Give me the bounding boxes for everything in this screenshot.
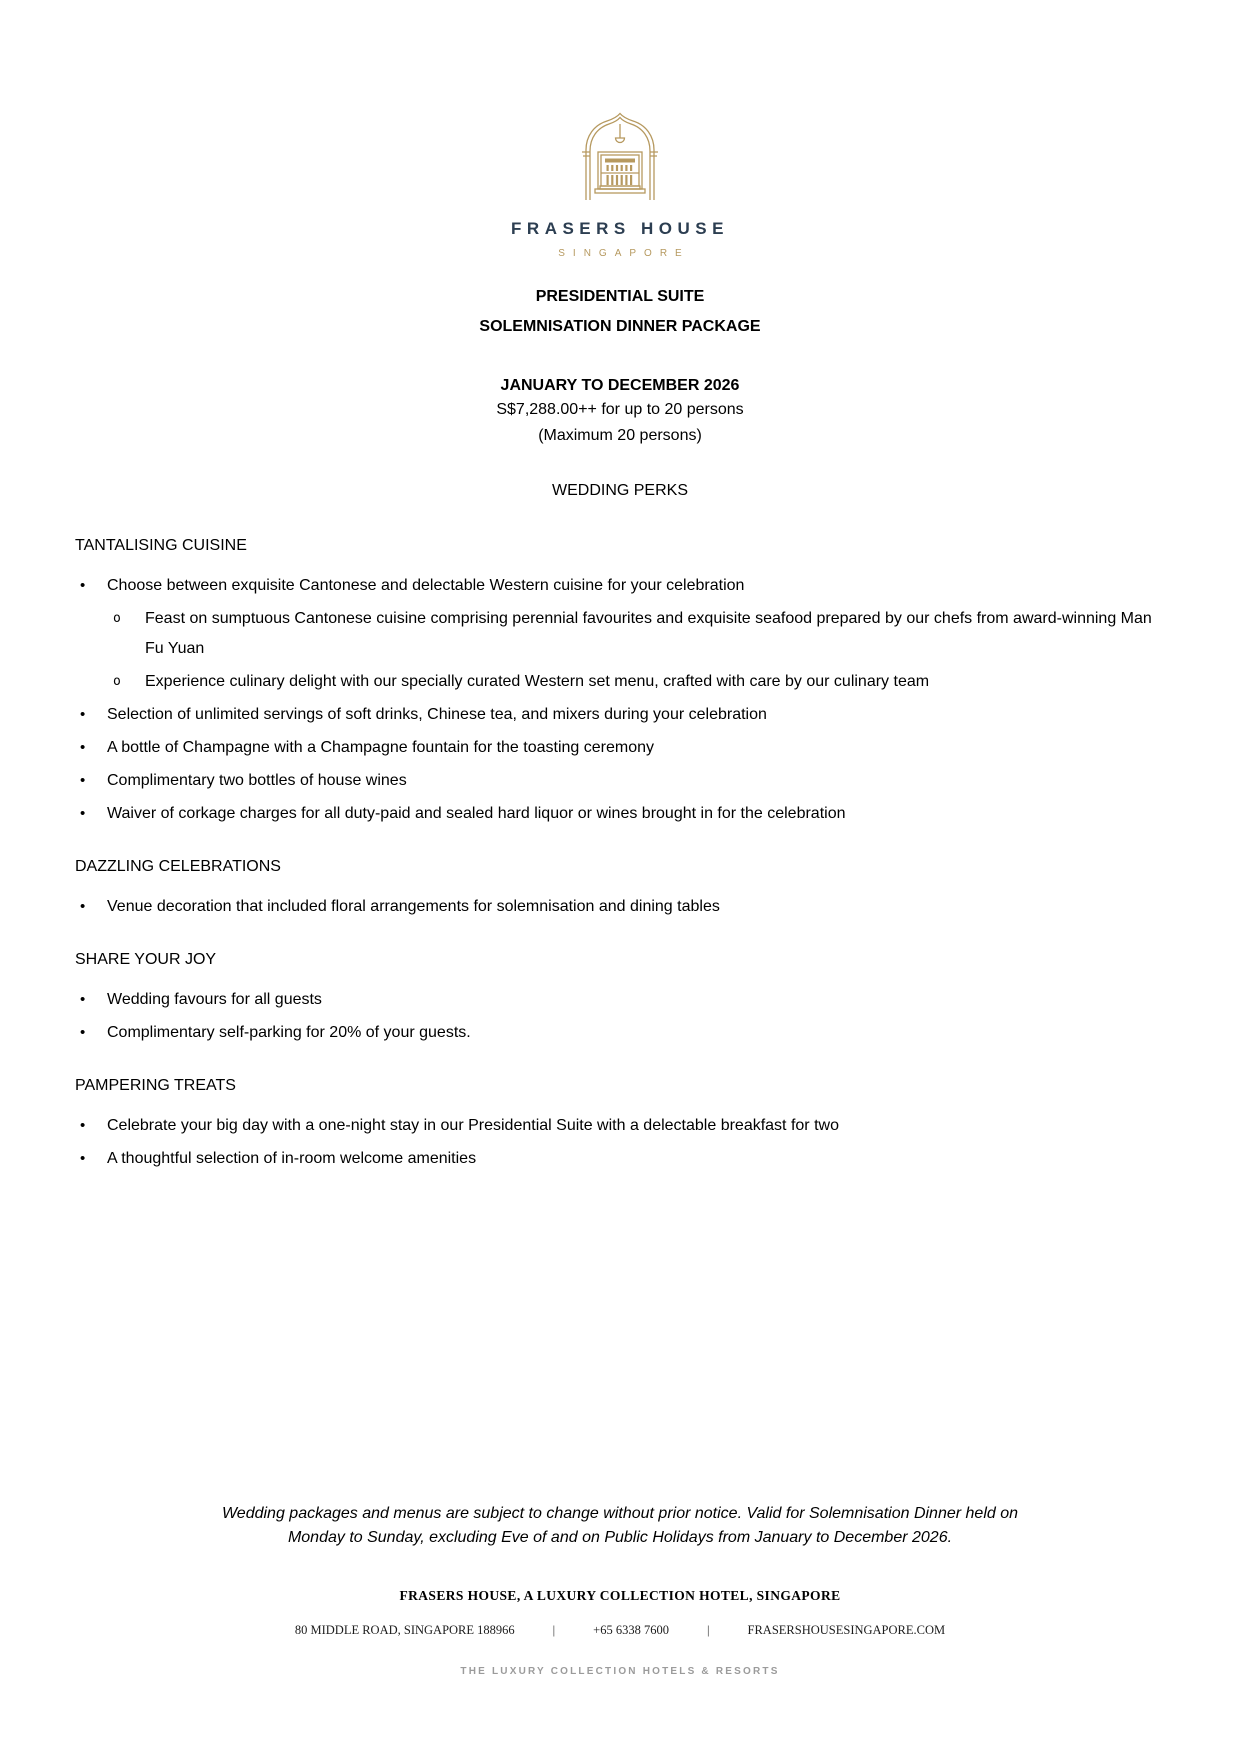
brand-tagline: THE LUXURY COLLECTION HOTELS & RESORTS [460,1666,780,1677]
bullet-item [75,985,1165,1015]
bullet-circle-icon: o [113,611,121,626]
wedding-perks-heading: WEDDING PERKS [551,482,688,499]
bullet-text: Feast on sumptuous Cantonese cuisine comprising perennial favourites and exquisite seafood prepared by our chefs from award-winning Man Fu Yuan [145,610,1152,657]
bullet-item [75,700,1165,730]
arch-window-icon [581,112,659,202]
bullet-dot-icon: • [80,739,86,756]
bullet-item [112,604,1165,664]
bullet-text: Experience culinary delight with our specially curated Western set menu, crafted with care by our culinary team [145,673,930,690]
validity-period: JANUARY TO DECEMBER 2026 [500,377,740,394]
package-price: S$7,288.00++ for up to 20 persons [496,401,744,418]
bullet-item [112,667,1165,697]
bullet-item [75,766,1165,796]
bullet-dot-icon: • [80,1024,86,1041]
address-text: 80 MIDDLE ROAD, SINGAPORE 188966 [294,1623,515,1637]
section-heading: PAMPERING TREATS [75,1077,236,1094]
bullet-text: Complimentary self-parking for 20% of your guests. [107,1024,471,1041]
footer-disclaimer [0,1502,1240,1550]
hotel-footer-line: FRASERS HOUSE, A LUXURY COLLECTION HOTEL, SINGAPORE [399,1588,841,1603]
brand-name: FRASERS HOUSE [511,219,729,238]
section-heading: TANTALISING CUISINE [75,537,247,554]
phone-text: +65 6338 7600 [593,1623,669,1637]
bullet-item [75,799,1165,829]
bullet-dot-icon: • [80,1150,86,1167]
bullet-text: Complimentary two bottles of house wines [107,772,407,789]
disclaimer-line-1: Wedding packages and menus are subject to change without prior notice. Valid for Solemnisation Dinner held on [221,1505,1019,1522]
package-title-line1: PRESIDENTIAL SUITE [535,288,705,305]
bullet-text: Celebrate your big day with a one-night stay in our Presidential Suite with a delectable breakfast for two [107,1117,839,1134]
perk-section [75,950,1165,1048]
hotel-logo [0,112,1240,207]
bullet-text: Venue decoration that included floral arrangements for solemnisation and dining tables [107,898,720,915]
website-text: FRASERSHOUSESINGAPORE.COM [747,1623,946,1637]
package-capacity: (Maximum 20 persons) [538,427,702,444]
bullet-dot-icon: • [80,772,86,789]
bullet-text: Wedding favours for all guests [107,991,322,1008]
section-heading: DAZZLING CELEBRATIONS [75,858,281,875]
disclaimer-line-2: Monday to Sunday, excluding Eve of and on Public Holidays from January to December 2026. [287,1529,953,1546]
bullet-text: Selection of unlimited servings of soft drinks, Chinese tea, and mixers during your celebration [107,706,767,723]
bullet-item [75,892,1165,922]
perk-sections [75,536,1165,1177]
bullet-item [75,1111,1165,1141]
address-line [0,1623,1240,1638]
bullet-dot-icon: • [80,805,86,822]
bullet-item [75,571,1165,601]
section-heading: SHARE YOUR JOY [75,951,217,968]
perk-section [75,857,1165,922]
footer-separator: | [706,1623,710,1637]
bullet-dot-icon: • [80,1117,86,1134]
bullet-item [75,733,1165,763]
bullet-text: A thoughtful selection of in-room welcome amenities [107,1150,477,1167]
bullet-text: Waiver of corkage charges for all duty-paid and sealed hard liquor or wines brought in for the celebration [107,805,846,822]
perk-section [75,536,1165,829]
brand-city: SINGAPORE [558,248,690,259]
bullet-circle-icon: o [113,674,121,689]
bullet-dot-icon: • [80,577,86,594]
bullet-item [75,1018,1165,1048]
bullet-dot-icon: • [80,706,86,723]
package-title-line2: SOLEMNISATION DINNER PACKAGE [479,318,761,335]
bullet-text: A bottle of Champagne with a Champagne fountain for the toasting ceremony [107,739,655,756]
footer-separator: | [552,1623,556,1637]
bullet-dot-icon: • [80,898,86,915]
bullet-text: Choose between exquisite Cantonese and delectable Western cuisine for your celebration [107,577,745,594]
bullet-item [75,1144,1165,1174]
perk-section [75,1076,1165,1174]
bullet-dot-icon: • [80,991,86,1008]
